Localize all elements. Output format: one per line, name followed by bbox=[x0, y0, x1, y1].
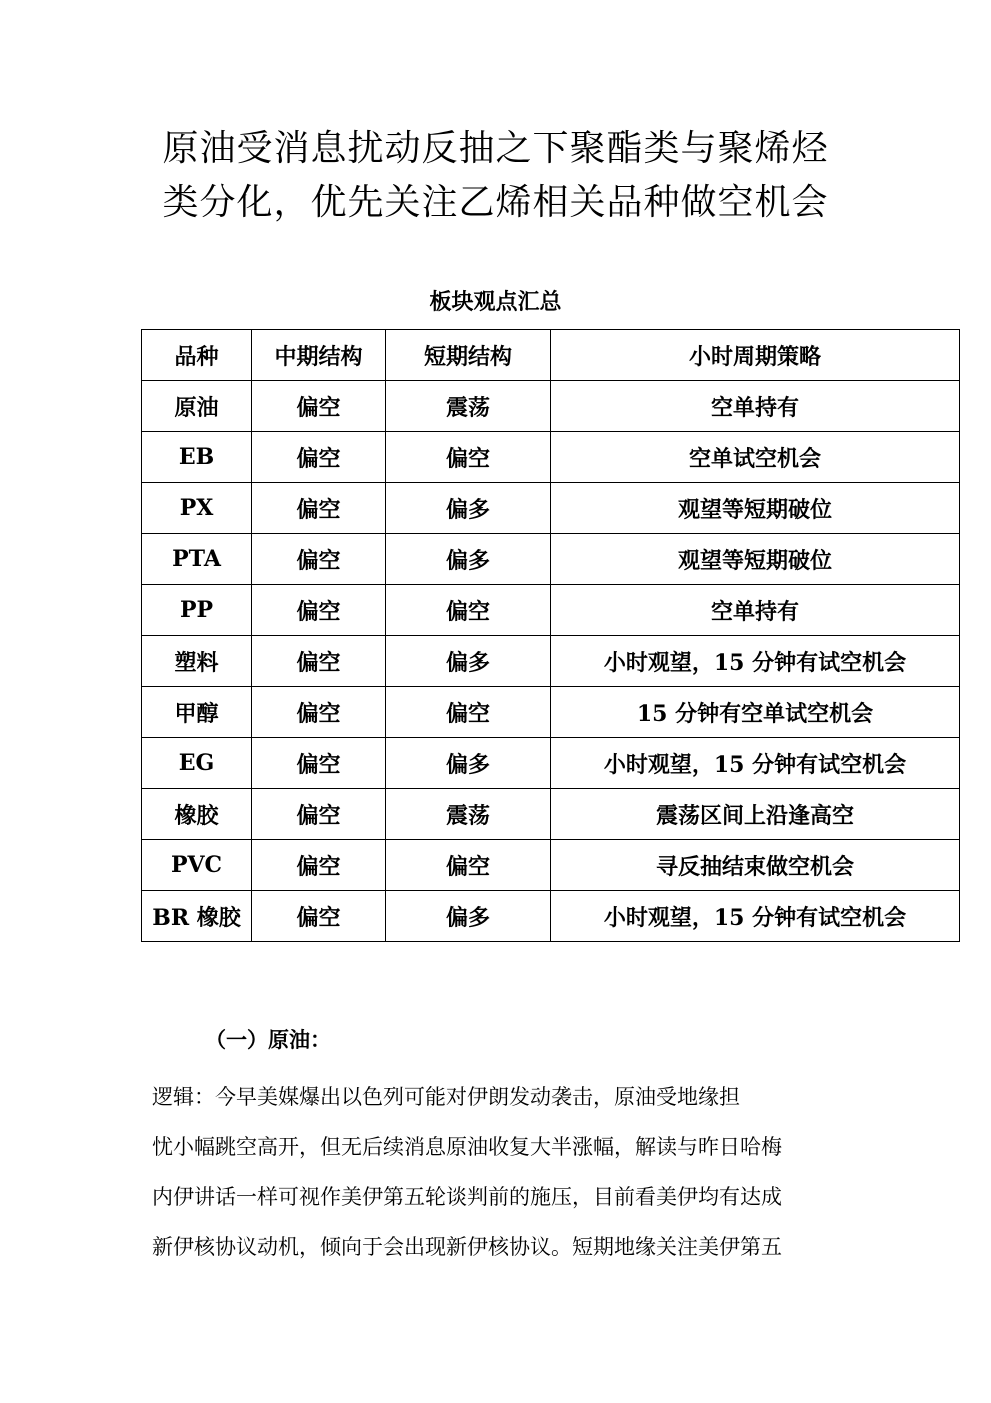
cell-variety: 塑料 bbox=[142, 636, 252, 687]
table-row bbox=[142, 534, 960, 585]
table-row bbox=[142, 738, 960, 789]
cell-short-term: 偏空 bbox=[386, 687, 551, 738]
body-line: 新伊核协议动机，倾向于会出现新伊核协议。短期地缘关注美伊第五 bbox=[152, 1235, 782, 1259]
cell-variety: PX bbox=[142, 483, 252, 534]
cell-variety: EG bbox=[142, 738, 252, 789]
cell-variety: 橡胶 bbox=[142, 789, 252, 840]
section-heading-crude-oil: （一）原油： bbox=[205, 1027, 331, 1052]
cell-mid-term: 偏空 bbox=[252, 891, 386, 942]
header-short-term: 短期结构 bbox=[386, 330, 551, 381]
cell-mid-term: 偏空 bbox=[252, 738, 386, 789]
cell-mid-term: 偏空 bbox=[252, 789, 386, 840]
cell-mid-term: 偏空 bbox=[252, 432, 386, 483]
cell-strategy: 观望等短期破位 bbox=[551, 483, 960, 534]
cell-short-term: 偏多 bbox=[386, 891, 551, 942]
cell-strategy: 小时观望，15 分钟有试空机会 bbox=[551, 636, 960, 687]
header-variety: 品种 bbox=[142, 330, 252, 381]
cell-mid-term: 偏空 bbox=[252, 840, 386, 891]
header-hourly-strategy: 小时周期策略 bbox=[551, 330, 960, 381]
cell-strategy: 震荡区间上沿逢高空 bbox=[551, 789, 960, 840]
cell-strategy: 空单试空机会 bbox=[551, 432, 960, 483]
cell-short-term: 偏空 bbox=[386, 840, 551, 891]
cell-strategy: 小时观望，15 分钟有试空机会 bbox=[551, 738, 960, 789]
cell-mid-term: 偏空 bbox=[252, 381, 386, 432]
cell-strategy: 空单持有 bbox=[551, 585, 960, 636]
cell-short-term: 偏空 bbox=[386, 432, 551, 483]
cell-variety: PVC bbox=[142, 840, 252, 891]
cell-variety: 原油 bbox=[142, 381, 252, 432]
body-line: 逻辑：今早美媒爆出以色列可能对伊朗发动袭击，原油受地缘担 bbox=[152, 1085, 740, 1109]
cell-variety: PTA bbox=[142, 534, 252, 585]
cell-variety: 甲醇 bbox=[142, 687, 252, 738]
cell-short-term: 偏空 bbox=[386, 585, 551, 636]
cell-mid-term: 偏空 bbox=[252, 534, 386, 585]
table-row bbox=[142, 483, 960, 534]
cell-strategy: 空单持有 bbox=[551, 381, 960, 432]
cell-short-term: 震荡 bbox=[386, 381, 551, 432]
sector-summary-table bbox=[141, 329, 960, 942]
table-header-row bbox=[142, 330, 960, 381]
cell-strategy: 15 分钟有空单试空机会 bbox=[551, 687, 960, 738]
body-line: 内伊讲话一样可视作美伊第五轮谈判前的施压，目前看美伊均有达成 bbox=[152, 1185, 782, 1209]
cell-mid-term: 偏空 bbox=[252, 636, 386, 687]
cell-short-term: 偏多 bbox=[386, 534, 551, 585]
table-row bbox=[142, 432, 960, 483]
table-caption: 板块观点汇总 bbox=[429, 289, 562, 315]
cell-mid-term: 偏空 bbox=[252, 483, 386, 534]
table-row bbox=[142, 585, 960, 636]
table-row bbox=[142, 381, 960, 432]
cell-short-term: 震荡 bbox=[386, 789, 551, 840]
cell-mid-term: 偏空 bbox=[252, 585, 386, 636]
cell-short-term: 偏多 bbox=[386, 738, 551, 789]
cell-short-term: 偏多 bbox=[386, 483, 551, 534]
table-row bbox=[142, 687, 960, 738]
cell-short-term: 偏多 bbox=[386, 636, 551, 687]
cell-variety: PP bbox=[142, 585, 252, 636]
cell-strategy: 小时观望，15 分钟有试空机会 bbox=[551, 891, 960, 942]
table-row bbox=[142, 840, 960, 891]
body-line: 忧小幅跳空高开，但无后续消息原油收复大半涨幅，解读与昨日哈梅 bbox=[152, 1135, 782, 1159]
title-line-2: 类分化，优先关注乙烯相关品种做空机会 bbox=[162, 182, 829, 223]
header-mid-term: 中期结构 bbox=[252, 330, 386, 381]
table-row bbox=[142, 636, 960, 687]
cell-variety: BR 橡胶 bbox=[142, 891, 252, 942]
table-row bbox=[142, 789, 960, 840]
cell-variety: EB bbox=[142, 432, 252, 483]
title-line-1: 原油受消息扰动反抽之下聚酯类与聚烯烃 bbox=[162, 128, 829, 169]
cell-strategy: 寻反抽结束做空机会 bbox=[551, 840, 960, 891]
table-row bbox=[142, 891, 960, 942]
section-body bbox=[152, 1072, 852, 1272]
cell-strategy: 观望等短期破位 bbox=[551, 534, 960, 585]
cell-mid-term: 偏空 bbox=[252, 687, 386, 738]
document-title bbox=[0, 122, 991, 230]
